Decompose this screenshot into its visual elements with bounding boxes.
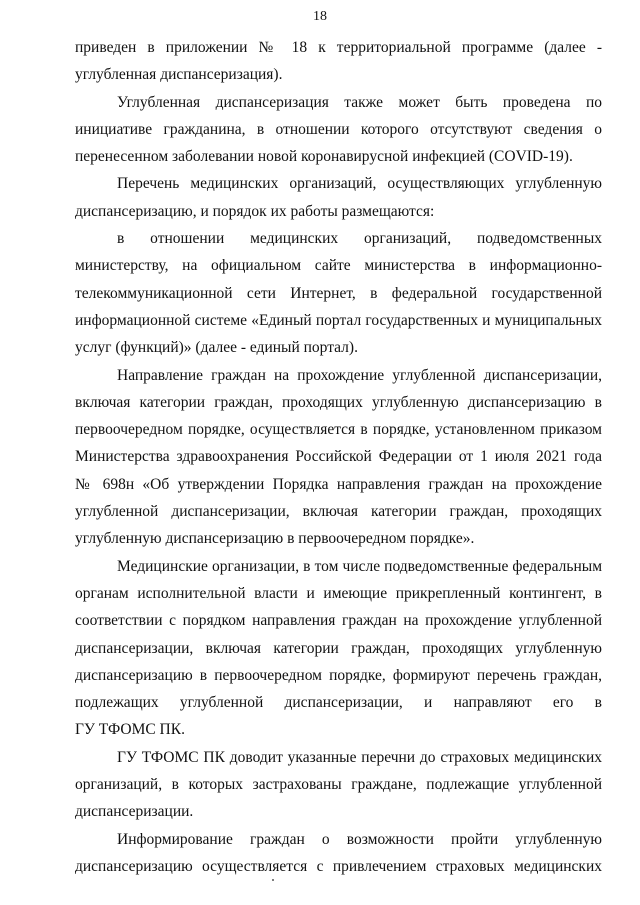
text-line: первоочередном порядке, осуществляется в порядке, установленном приказом bbox=[75, 421, 602, 439]
text-line: № 698н «Об утверждении Порядка направления граждан на прохождение bbox=[75, 475, 602, 493]
text-line: информационной системе «Единый портал государственных и муниципальных bbox=[75, 311, 602, 329]
text-line: услуг (функций)» (далее - единый портал). bbox=[75, 339, 358, 357]
page-number: 18 bbox=[313, 9, 327, 24]
text-line: органам исполнительной власти и имеющие прикрепленный контингент, в bbox=[75, 584, 602, 602]
text-line: перенесенном заболевании новой коронавирусной инфекцией (COVID-19). bbox=[75, 148, 573, 166]
text-line: углубленная диспансеризация). bbox=[75, 66, 283, 84]
text-line: диспансеризации. bbox=[75, 803, 194, 821]
text-line: инициативе гражданина, в отношении которого отсутствуют сведения о bbox=[75, 120, 602, 138]
text-line: углубленную диспансеризацию в первоочередном порядке». bbox=[75, 530, 475, 548]
text-line: телекоммуникационной сети Интернет, в федеральной государственной bbox=[75, 284, 602, 302]
text-line: приведен в приложении № 18 к территориальной программе (далее - bbox=[75, 39, 602, 56]
text-line: в отношении медицинских организаций, подведомственных bbox=[117, 230, 602, 248]
text-line: диспансеризацию осуществляется с привлечением страховых медицинских bbox=[75, 857, 602, 875]
text-line: подлежащих углубленной диспансеризации, и направляют его в bbox=[75, 694, 602, 712]
text-line: включая категории граждан, проходящих углубленную диспансеризацию в bbox=[75, 393, 602, 411]
text-line: ГУ ТФОМС ПК доводит указанные перечни до страховых медицинских bbox=[117, 748, 602, 766]
text-line: Перечень медицинских организаций, осуществляющих углубленную bbox=[117, 175, 602, 193]
text-line: Министерства здравоохранения Российской Федерации от 1 июля 2021 года bbox=[75, 448, 602, 466]
text-line: диспансеризацию в первоочередном порядке, формируют перечень граждан, bbox=[75, 666, 602, 684]
text-line: диспансеризацию, и порядок их работы размещаются: bbox=[75, 202, 435, 220]
scan-speck bbox=[272, 879, 274, 881]
text-line: соответствии с порядком направления граждан на прохождение углубленной bbox=[75, 612, 602, 630]
text-line: ГУ ТФОМС ПК. bbox=[75, 721, 185, 739]
text-line: Медицинские организации, в том числе подведомственные федеральным bbox=[117, 557, 602, 575]
text-line: Направление граждан на прохождение углубленной диспансеризации, bbox=[117, 366, 602, 384]
text-line: министерству, на официальном сайте министерства в информационно- bbox=[75, 257, 602, 275]
document-body bbox=[75, 34, 602, 880]
text-line: углубленной диспансеризации, включая категории граждан, проходящих bbox=[75, 503, 602, 521]
text-line: Информирование граждан о возможности пройти углубленную bbox=[117, 830, 602, 848]
text-line: организаций, в которых застрахованы граждане, подлежащие углубленной bbox=[75, 776, 602, 794]
text-line: Углубленная диспансеризация также может быть проведена по bbox=[117, 93, 602, 111]
text-line: диспансеризации, включая категории граждан, проходящих углубленную bbox=[75, 639, 602, 657]
